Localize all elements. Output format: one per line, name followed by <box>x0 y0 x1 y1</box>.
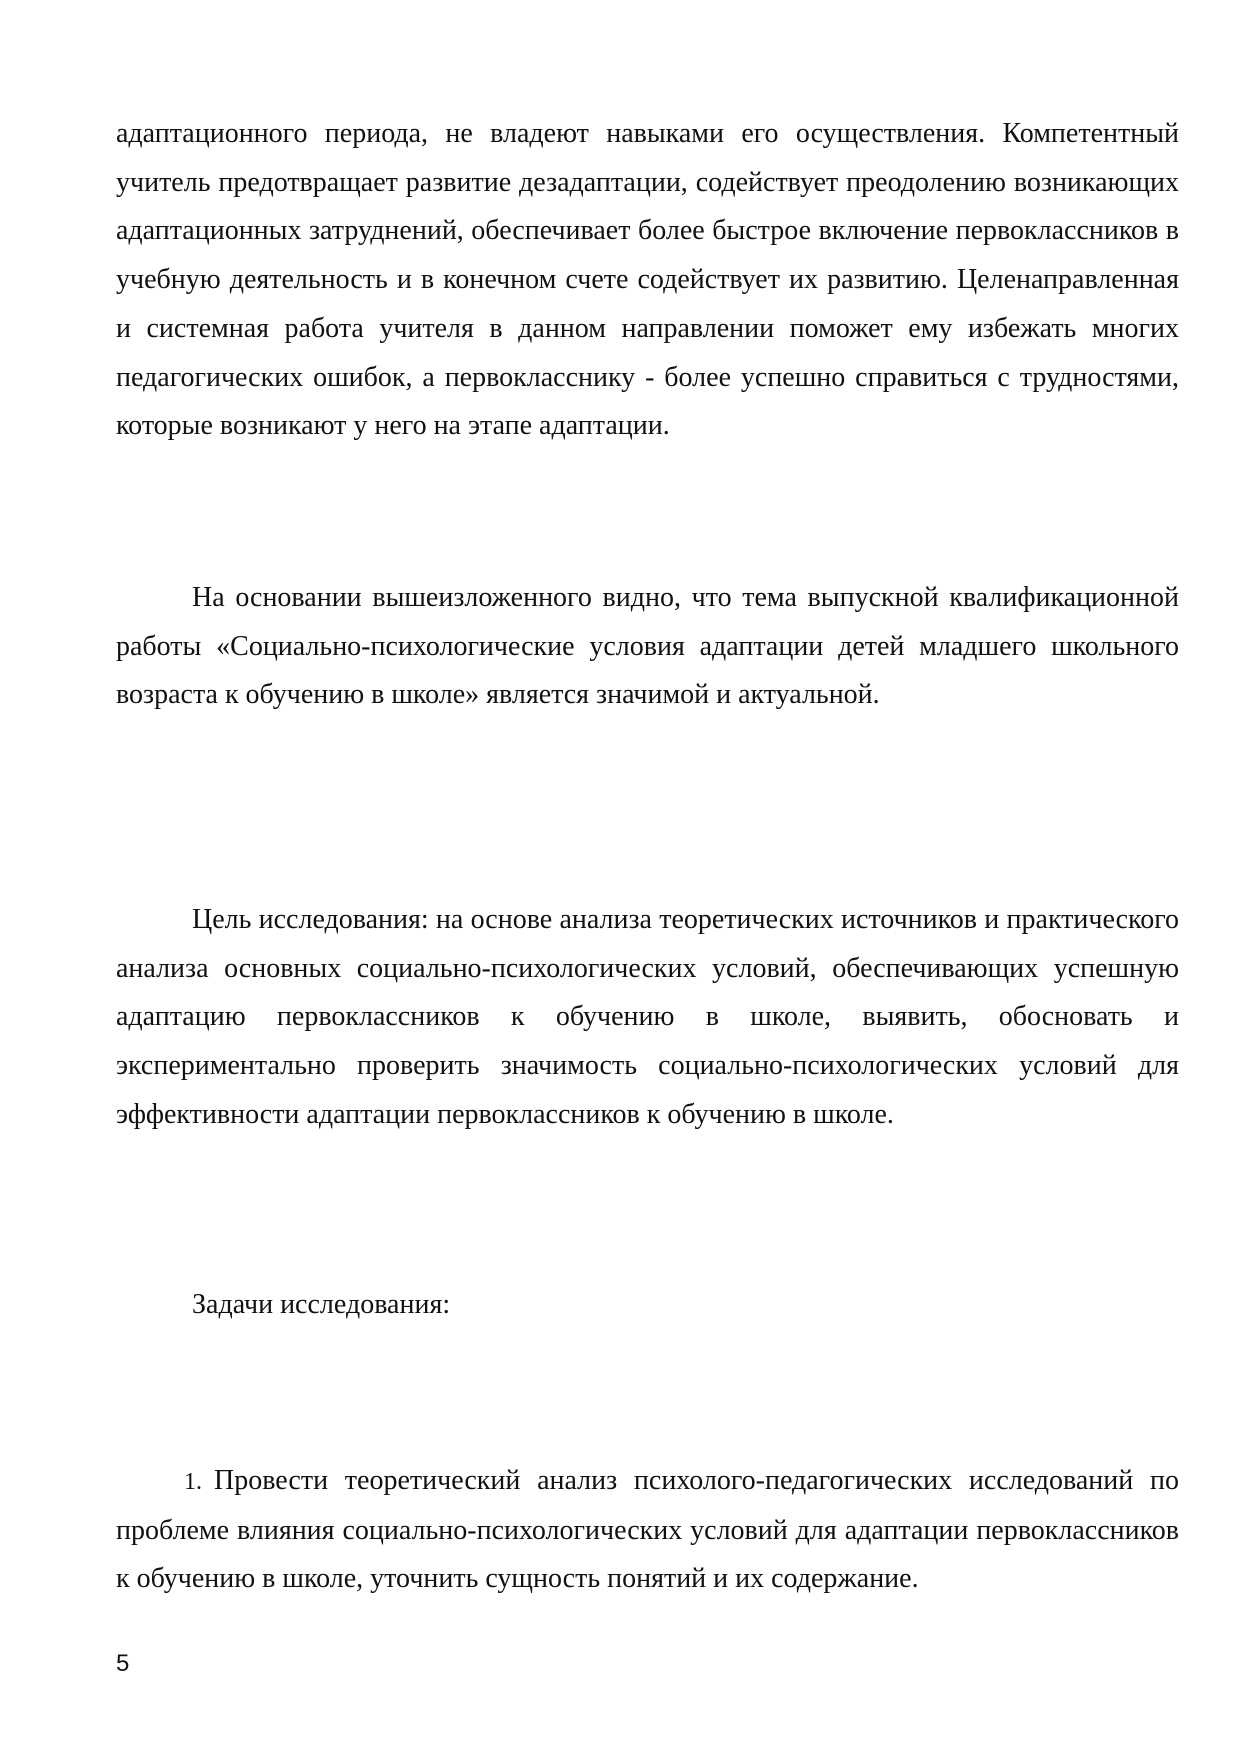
page-number: 5 <box>116 1650 130 1677</box>
paragraph-topic-relevance: На основании вышеизложенного видно, что тема выпускной квалификационной работы «Социально-психологические условия адаптации детей младшего школьного возраста к обучению в школе» является значимой и актуальной. <box>116 582 1179 711</box>
paragraph-adaptation-period: адаптационного периода, не владеют навыками его осуществления. Компетентный учитель предотвращает развитие дезадаптации, содействует преодолению возникающих адаптационных затруднений, обеспечивает более быстрое включение первоклассников в учебную деятельность и в конечном счете содействует их развитию. Целенаправленная и системная работа учителя в данном направлении поможет ему избежать многих педагогических ошибок, а первокласснику - более успешно справиться с трудностями, которые возникают у него на этапе адаптации. <box>116 118 1179 442</box>
task-text: Провести теоретический анализ психолого-педагогических исследований по проблеме влияния социально-психологических условий для адаптации первоклассников к обучению в школе, уточнить сущность понятий и их содержание. <box>116 1465 1179 1595</box>
tasks-heading: Задачи исследования: <box>192 1289 451 1320</box>
task-list-item <box>116 1457 1179 1604</box>
paragraph-research-goal: Цель исследования: на основе анализа теоретических источников и практического анализа основных социально-психологических условий, обеспечивающих успешную адаптацию первоклассников к обучению в школе, выявить, обосновать и экспериментально проверить значимость социально-психологических условий для эффективности адаптации первоклассников к обучению в школе. <box>116 904 1179 1130</box>
task-number: 1. <box>184 1469 202 1495</box>
